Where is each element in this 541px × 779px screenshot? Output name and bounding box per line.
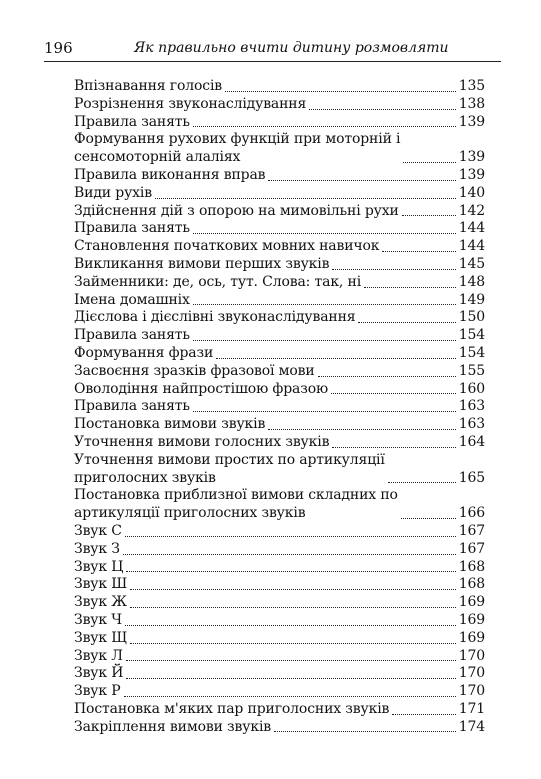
dot-leader [309, 109, 456, 110]
toc-entry-page: 169 [458, 611, 485, 628]
dot-leader [130, 607, 456, 608]
toc-entry-title: Звук Ш [74, 576, 128, 593]
toc-entry-page: 135 [458, 78, 485, 94]
dot-leader [130, 643, 456, 644]
dot-leader [125, 625, 456, 626]
toc-entry-title: Правила занять [74, 398, 190, 415]
dot-leader [193, 126, 456, 127]
dot-leader [388, 482, 456, 483]
running-title: Як правильно вчити дитину розмовляти [134, 40, 449, 56]
toc-entry-page: 154 [458, 344, 485, 361]
toc-entry [74, 203, 485, 221]
toc-entry-title: Звук Р [74, 683, 121, 700]
toc-entry [74, 327, 485, 345]
toc-entry-page: 170 [458, 683, 485, 700]
toc-entry-title: Розрізнення звуконаслідування [74, 95, 307, 112]
dot-leader [268, 180, 455, 181]
toc-entry [74, 648, 485, 666]
dot-leader [126, 571, 455, 572]
toc-entry-page: 168 [458, 558, 485, 575]
toc-entry-title: Звук Щ [74, 629, 128, 646]
toc-entry-page: 168 [458, 576, 485, 593]
header-rule [44, 61, 501, 62]
toc-entry-page: 144 [458, 238, 485, 255]
toc-entry [74, 559, 485, 577]
toc-entry-title: Імена домашніх [74, 291, 190, 308]
dot-leader [274, 731, 456, 732]
toc-entry-title: Звук Ц [74, 558, 124, 575]
running-header [44, 38, 501, 60]
toc-entry-page: 171 [458, 700, 485, 717]
toc-entry-page: 169 [458, 594, 485, 611]
dot-leader [392, 714, 455, 715]
dot-leader [382, 251, 455, 252]
toc-entry-page: 167 [458, 540, 485, 557]
toc-entry-page: 150 [458, 309, 485, 326]
toc-entry-page: 170 [458, 647, 485, 664]
toc-entry [74, 78, 485, 96]
toc-entry [74, 434, 485, 452]
toc-entry-page: 142 [458, 202, 485, 219]
toc-entry [74, 256, 485, 274]
toc-entry-title: Постановка приблизної вимови складних по артикуляції приголосних звуків [74, 487, 398, 522]
toc-entry-title: Засвоєння зразків фразової мови [74, 362, 315, 379]
toc-entry-title: Звук Ж [74, 594, 127, 611]
dot-leader [155, 198, 456, 199]
toc-entry [74, 630, 485, 648]
toc-entry-title: Закріплення вимови звуків [74, 718, 272, 735]
toc-entry-page: 154 [458, 327, 485, 344]
toc-entry-title: Уточнення вимови голосних звуків [74, 433, 330, 450]
toc-entry-page: 167 [458, 522, 485, 539]
page-number: 196 [44, 39, 73, 57]
toc-entry [74, 612, 485, 630]
dot-leader [332, 269, 455, 270]
dot-leader [123, 554, 456, 555]
toc-entry-title: Звук З [74, 540, 120, 557]
toc-entry-title: Звук Л [74, 647, 123, 664]
dot-leader [358, 322, 455, 323]
toc-entry [74, 381, 485, 399]
toc-entry [74, 594, 485, 612]
toc-entry-page: 138 [458, 95, 485, 112]
dot-leader [125, 536, 456, 537]
toc-entry [74, 416, 485, 434]
dot-leader [318, 376, 456, 377]
toc-entry-title: Звук Ч [74, 611, 122, 628]
dot-leader [124, 696, 456, 697]
toc-entry-title: Формування фрази [74, 344, 214, 361]
toc-entry-title: Звук Й [74, 665, 124, 682]
toc-entry-page: 170 [458, 665, 485, 682]
toc-entry [74, 185, 485, 203]
toc-entry-page: 139 [458, 113, 485, 130]
toc-entry-title: Правила виконання вправ [74, 166, 266, 183]
toc-entry-page: 139 [458, 166, 485, 183]
toc-entry-page: 149 [458, 291, 485, 308]
toc-entry [74, 576, 485, 594]
dot-leader [364, 287, 456, 288]
dot-leader [268, 429, 456, 430]
dot-leader [126, 678, 455, 679]
toc-entry-page: 160 [458, 380, 485, 397]
dot-leader [130, 589, 456, 590]
toc-entry-page: 164 [458, 433, 485, 450]
toc-entry-page: 155 [458, 362, 485, 379]
dot-leader [193, 304, 456, 305]
dot-leader [216, 358, 456, 359]
toc-entry-title: Звук С [74, 522, 122, 539]
toc-entry-title: Дієслова і дієслівні звуконаслідування [74, 309, 356, 326]
toc-entry-title: Здійснення дій з опорою на мимовільні рухи [74, 202, 399, 219]
toc-entry-page: 174 [458, 718, 485, 735]
toc-entry-page: 165 [458, 469, 485, 486]
toc-entry [74, 220, 485, 238]
toc-entry [74, 131, 485, 167]
toc-entry-title: Займенники: де, ось, тут. Слова: так, ні [74, 273, 362, 290]
toc-entry [74, 452, 485, 488]
toc-entry [74, 274, 485, 292]
toc-entry-title: Правила занять [74, 327, 190, 344]
dot-leader [193, 233, 456, 234]
toc-entry [74, 541, 485, 559]
dot-leader [331, 393, 456, 394]
toc-entry-title: Викликання вимови перших звуків [74, 255, 330, 272]
toc-entry-page: 139 [458, 149, 485, 166]
toc-entry-title: Правила занять [74, 220, 190, 237]
toc-entry [74, 487, 485, 523]
toc-entry-page: 148 [458, 273, 485, 290]
toc-entry-title: Уточнення вимови простих по артикуляції приголосних звуків [74, 451, 385, 486]
toc-entry [74, 701, 485, 719]
toc-entry [74, 665, 485, 683]
toc-entry-page: 144 [458, 220, 485, 237]
toc-entry-page: 163 [458, 416, 485, 433]
toc-entry-title: Становлення початкових мовних навичок [74, 238, 380, 255]
dot-leader [332, 447, 455, 448]
toc-entry-title: Впізнавання голосів [74, 78, 223, 94]
toc-entry [74, 345, 485, 363]
toc-entry-title: Формування рухових функцій при моторній і сенсомоторній алаліях [74, 131, 401, 166]
toc-entry [74, 114, 485, 132]
toc-entry [74, 167, 485, 185]
toc-entry [74, 292, 485, 310]
toc-entry-page: 140 [458, 184, 485, 201]
table-of-contents [74, 78, 485, 736]
toc-entry [74, 523, 485, 541]
toc-entry [74, 398, 485, 416]
dot-leader [193, 411, 456, 412]
toc-entry [74, 309, 485, 327]
toc-entry [74, 683, 485, 701]
toc-entry-page: 163 [458, 398, 485, 415]
toc-entry-title: Постановка м'яких пар приголосних звуків [74, 700, 390, 717]
toc-entry-title: Оволодіння найпростішою фразою [74, 380, 329, 397]
toc-entry-page: 145 [458, 255, 485, 272]
toc-entry [74, 719, 485, 737]
dot-leader [225, 91, 456, 92]
toc-entry-title: Правила занять [74, 113, 190, 130]
dot-leader [401, 518, 456, 519]
toc-entry-page: 169 [458, 629, 485, 646]
toc-entry [74, 238, 485, 256]
dot-leader [402, 215, 456, 216]
toc-entry-title: Постановка вимови звуків [74, 416, 266, 433]
toc-entry-title: Види рухів [74, 184, 152, 201]
dot-leader [193, 340, 456, 341]
toc-entry [74, 96, 485, 114]
toc-entry [74, 363, 485, 381]
dot-leader [403, 162, 455, 163]
toc-entry-page: 166 [458, 505, 485, 522]
dot-leader [126, 660, 456, 661]
